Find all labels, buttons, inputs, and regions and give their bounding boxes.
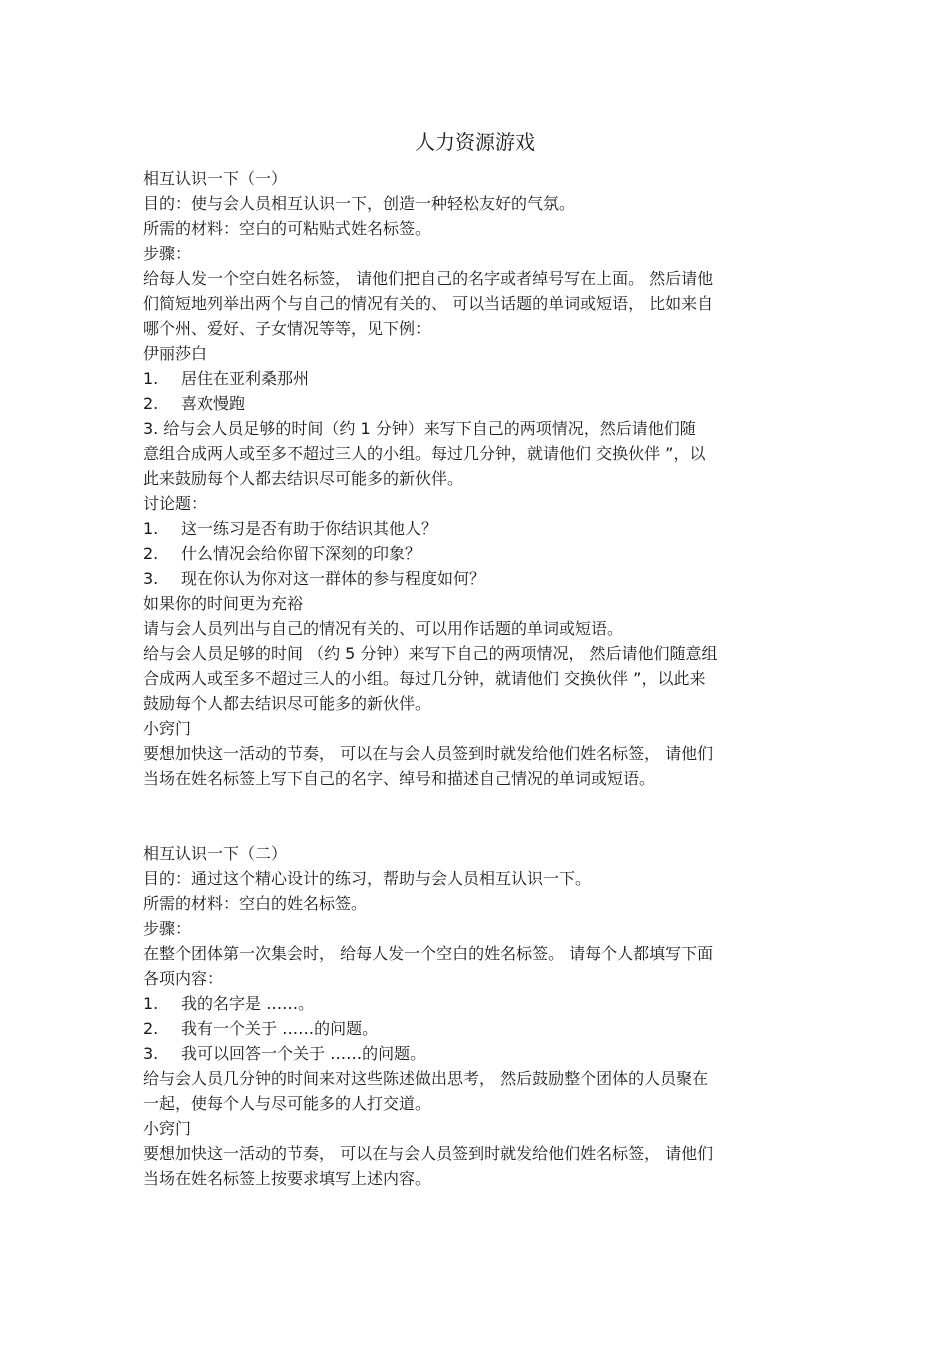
list-number: 2.	[143, 1019, 159, 1038]
tip-text-line: 要想加快这一活动的节奏， 可以在与会人员签到时就发给他们姓名标签， 请他们	[143, 744, 714, 763]
section-1	[143, 166, 813, 791]
list-text: 我有一个关于 ……的问题。	[181, 1019, 379, 1038]
discussion-label: 讨论题：	[143, 494, 208, 513]
list-number: 1.	[143, 519, 159, 538]
list-number: 3.	[143, 569, 159, 588]
tip-text-line: 要想加快这一活动的节奏， 可以在与会人员签到时就发给他们姓名标签， 请他们	[143, 1144, 714, 1163]
list-text: 喜欢慢跑	[181, 394, 246, 413]
list-number: 2.	[143, 544, 159, 563]
steps-text-line: 哪个州、爱好、子女情况等等，见下例：	[143, 319, 432, 338]
list-item	[143, 516, 813, 541]
steps-text-line: 给每人发一个空白姓名标签， 请他们把自己的名字或者绰号写在上面。 然后请他	[143, 269, 714, 288]
purpose-text: 目的：使与会人员相互认识一下，创造一种轻松友好的气氛。	[143, 194, 576, 213]
section-heading: 相互认识一下（二）	[143, 844, 288, 863]
section-2	[143, 841, 813, 1191]
purpose-text: 目的：通过这个精心设计的练习，帮助与会人员相互认识一下。	[143, 869, 592, 888]
materials-text: 所需的材料：空白的姓名标签。	[143, 894, 368, 913]
steps-text-line: 在整个团体第一次集会时， 给每人发一个空白的姓名标签。 请每个人都填写下面	[143, 944, 714, 963]
materials-text: 所需的材料：空白的可粘贴式姓名标签。	[143, 219, 432, 238]
steps-label: 步骤：	[143, 919, 192, 938]
list-text: 我的名字是 ……。	[181, 994, 315, 1013]
extra-text-line: 给与会人员足够的时间 （约 5 分钟）来写下自己的两项情况， 然后请他们随意组	[143, 644, 718, 663]
list-item	[143, 1016, 813, 1041]
extra-text-line: 请与会人员列出与自己的情况有关的、可以用作话题的单词或短语。	[143, 619, 624, 638]
steps-label: 步骤：	[143, 244, 192, 263]
list-text: 这一练习是否有助于你结识其他人？	[181, 519, 438, 538]
list-text: 我可以回答一个关于 ……的问题。	[181, 1044, 427, 1063]
step3-line: 3. 给与会人员足够的时间（约 1 分钟）来写下自己的两项情况，然后请他们随	[143, 419, 696, 438]
list-text: 居住在亚利桑那州	[181, 369, 310, 388]
list-number: 1.	[143, 994, 159, 1013]
extra-text-line: 鼓励每个人都去结识尽可能多的新伙伴。	[143, 694, 432, 713]
list-number: 3.	[143, 1044, 159, 1063]
list-number: 2.	[143, 394, 159, 413]
list-item	[143, 366, 813, 391]
tip-text-line: 当场在姓名标签上写下自己的名字、绰号和描述自己情况的单词或短语。	[143, 769, 656, 788]
list-item	[143, 391, 813, 416]
extra-text-line: 合成两人或至多不超过三人的小组。每过几分钟，就请他们 交换伙伴 ”，以此来	[143, 669, 706, 688]
tip-label: 小窍门	[143, 719, 192, 738]
after-text-line: 给与会人员几分钟的时间来对这些陈述做出思考， 然后鼓励整个团体的人员聚在	[143, 1069, 709, 1088]
after-text-line: 一起，使每个人与尽可能多的人打交道。	[143, 1094, 432, 1113]
tip-text-line: 当场在姓名标签上按要求填写上述内容。	[143, 1169, 432, 1188]
tip-label: 小窍门	[143, 1119, 192, 1138]
step3-line: 意组合成两人或至多不超过三人的小组。每过几分钟，就请他们 交换伙伴 ”，以	[143, 444, 706, 463]
list-item	[143, 1041, 813, 1066]
step3-line: 此来鼓励每个人都去结识尽可能多的新伙伴。	[143, 469, 464, 488]
steps-text-line: 们简短地列举出两个与自己的情况有关的、 可以当话题的单词或短语， 比如来自	[143, 294, 714, 313]
list-text: 现在你认为你对这一群体的参与程度如何？	[181, 569, 486, 588]
list-number: 1.	[143, 369, 159, 388]
page-title: 人力资源游戏	[415, 130, 535, 154]
example-name: 伊丽莎白	[143, 344, 208, 363]
list-item	[143, 566, 813, 591]
extra-label: 如果你的时间更为充裕	[143, 594, 304, 613]
list-item	[143, 991, 813, 1016]
list-text: 什么情况会给你留下深刻的印象？	[181, 544, 422, 563]
steps-text-line: 各项内容：	[143, 969, 224, 988]
section-heading: 相互认识一下（一）	[143, 169, 288, 188]
list-item	[143, 541, 813, 566]
